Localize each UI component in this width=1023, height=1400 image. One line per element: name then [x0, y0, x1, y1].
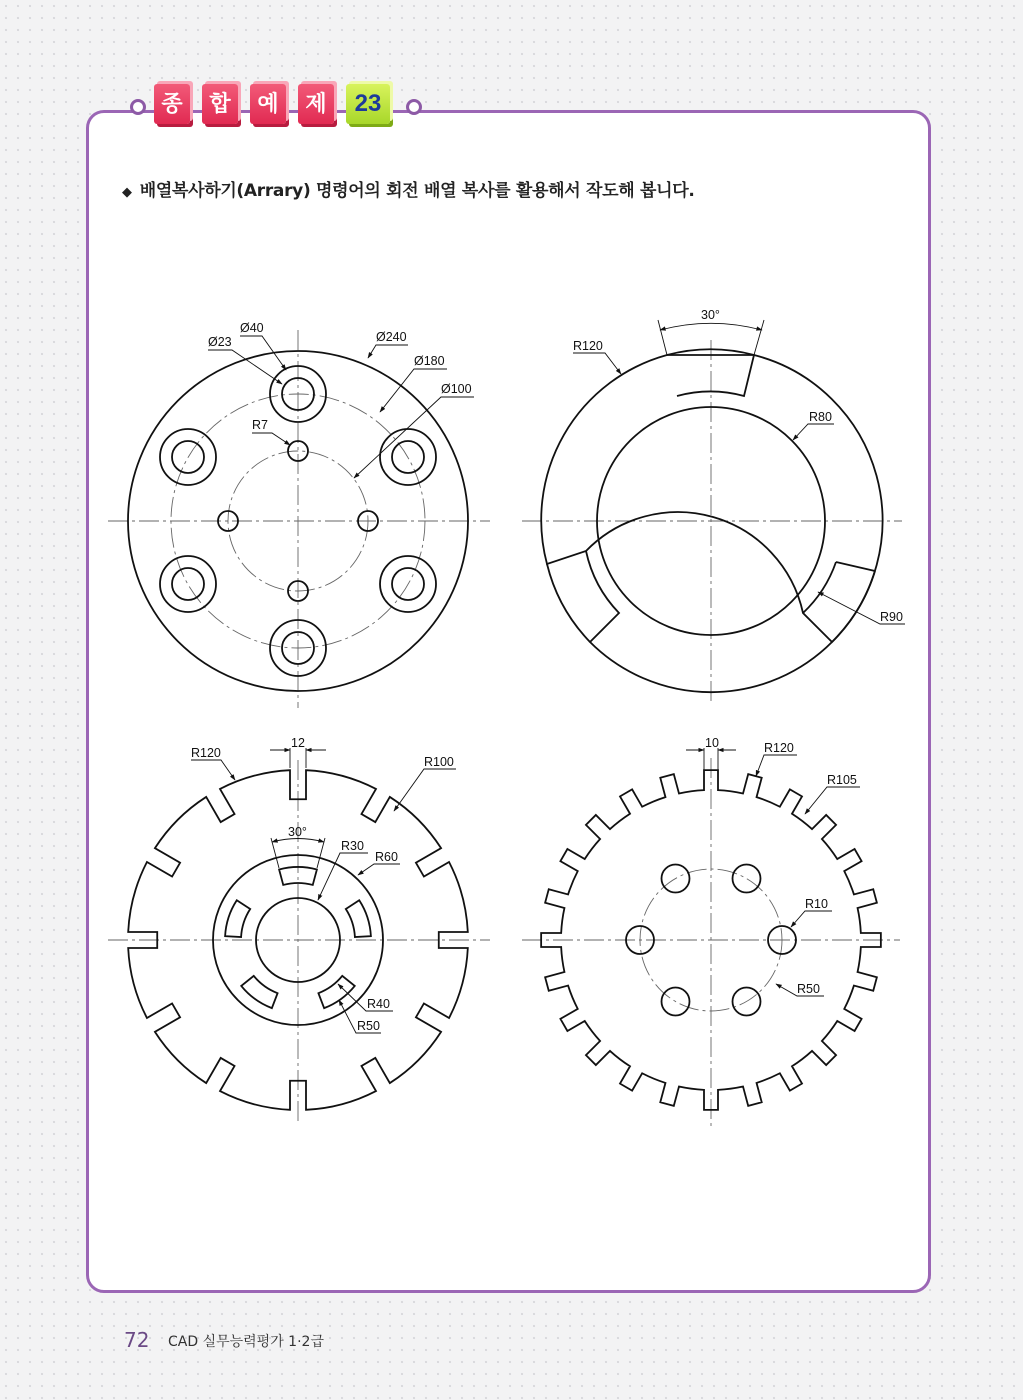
dim-r50: R50: [797, 982, 820, 996]
dim-r120: R120: [573, 339, 603, 353]
page-number: 72: [124, 1328, 150, 1352]
instruction-text: 배열복사하기(Arrary) 명령어의 회전 배열 복사를 활용해서 작도해 봅니다.: [139, 181, 695, 201]
dim-r50: R50: [357, 1019, 380, 1033]
dim-angle-30: 30°: [288, 825, 307, 839]
figure-gear: [522, 736, 900, 1126]
dim-angle-30: 30°: [701, 308, 720, 322]
header-char-1: 종: [154, 84, 190, 124]
figure-ring-slots: [522, 308, 905, 702]
example-number: 23: [346, 84, 390, 124]
dim-r100: R100: [424, 755, 454, 769]
dim-r60: R60: [375, 850, 398, 864]
dim-r10: R10: [805, 897, 828, 911]
diamond-bullet-icon: ◆: [122, 185, 132, 200]
dim-r90: R90: [880, 610, 903, 624]
figure-flange-holes: [108, 321, 490, 708]
dim-d240: Ø240: [376, 330, 407, 344]
dim-r105: R105: [827, 773, 857, 787]
dim-d100: Ø100: [441, 382, 472, 396]
dim-r120: R120: [764, 741, 794, 755]
dim-width-12: 12: [291, 736, 305, 750]
book-title: CAD 실무능력평가 1·2급: [168, 1334, 324, 1350]
header-char-3: 예: [250, 84, 286, 124]
dim-r120: R120: [191, 746, 221, 760]
figure-slotted-disc: [108, 736, 490, 1122]
dim-width-10: 10: [705, 736, 719, 750]
dim-r30: R30: [341, 839, 364, 853]
dim-r7: R7: [252, 418, 268, 432]
dim-d23: Ø23: [208, 335, 232, 349]
dim-r40: R40: [367, 997, 390, 1011]
header-char-4: 제: [298, 84, 334, 124]
dim-d180: Ø180: [414, 354, 445, 368]
gear-hole: [733, 865, 761, 893]
header-char-2: 합: [202, 84, 238, 124]
dim-r80: R80: [809, 410, 832, 424]
dim-d40: Ø40: [240, 321, 264, 335]
